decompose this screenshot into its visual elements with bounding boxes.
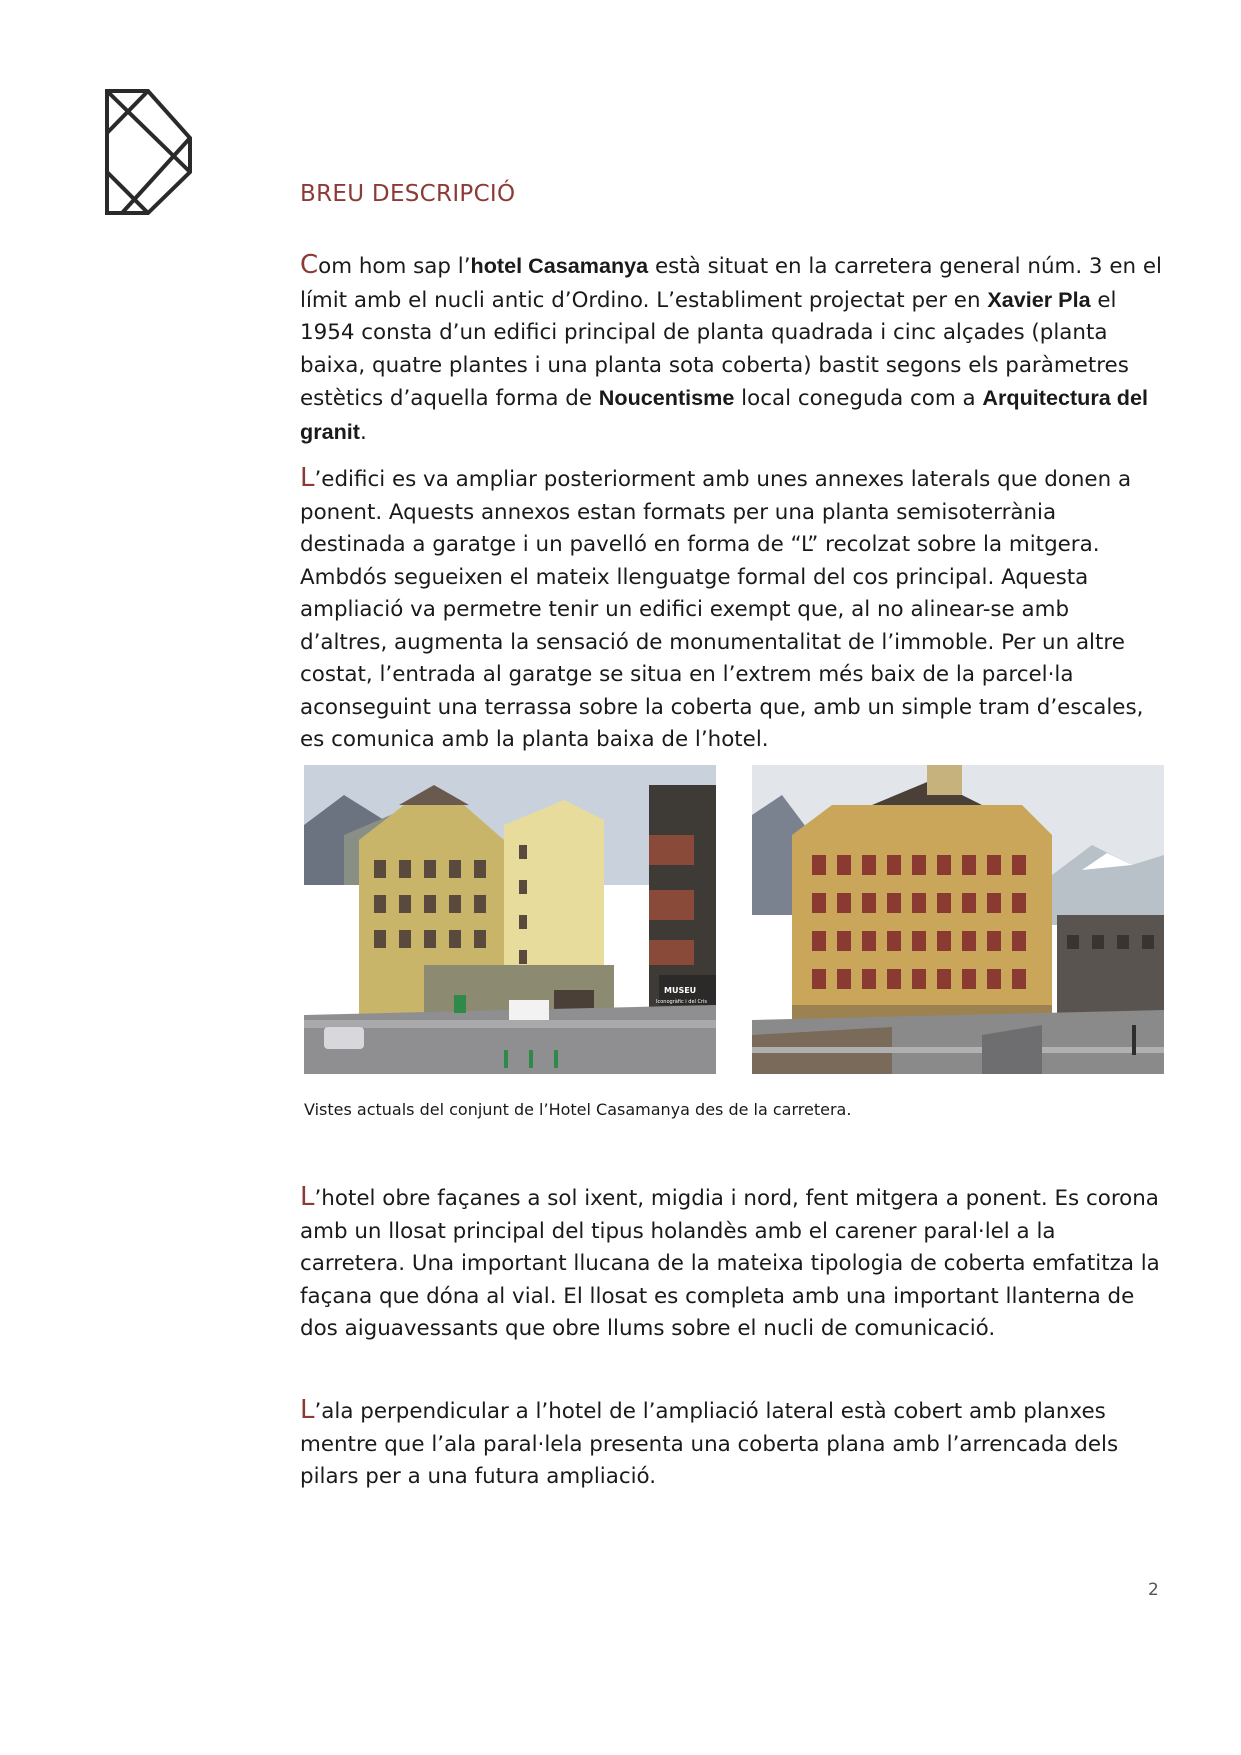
paragraph-intro — [300, 249, 1162, 449]
paragraph-text: local coneguda com a — [734, 386, 983, 411]
paragraph-text: està situat en la carretera general núm. 3 en el límit amb el nucli antic d’Ordino. L’establiment projectat per en — [300, 254, 1162, 313]
bold-term: Xavier Pla — [987, 286, 1091, 312]
page-number: 2 — [1148, 1580, 1159, 1600]
paragraph-text: ’ala perpendicular a l’hotel de l’ampliació lateral està cobert amb planxes mentre que l’ala paral·lela presenta una coberta plana amb l’arrencada dels pilars per a una futura ampliació. — [300, 1399, 1119, 1489]
drop-cap: L — [300, 1182, 315, 1212]
paragraph-wing — [300, 1394, 1162, 1494]
drop-cap: L — [300, 1395, 315, 1425]
drop-cap: L — [300, 463, 315, 493]
photo-hotel-street-view — [304, 765, 716, 1074]
paragraph-text: . — [359, 419, 367, 445]
museum-sign-sub: Iconogràfic i del Cris — [656, 999, 708, 1005]
photo-hotel-front-view — [752, 765, 1164, 1074]
logo-icon — [104, 88, 192, 216]
paragraph-extension — [300, 462, 1162, 757]
bold-term: Arquitectura del granit — [300, 385, 1148, 444]
paragraph-text: ’hotel obre façanes a sol ixent, migdia i nord, fent mitgera a ponent. Es corona amb un llosat principal del tipus holandès amb el carener paral·lel a la carretera. Una important llucana de la mateixa tipologia de coberta emfatitza la façana que dóna al vial. El llosat es completa amb una important llanterna de dos aiguavessants que obre llums sobre el nucli de comunicació. — [300, 1186, 1160, 1341]
bold-term: hotel Casamanya — [470, 253, 649, 278]
paragraph-text: el 1954 consta d’un edifici principal de planta quadrada i cinc alçades (planta baixa, quatre plantes i una planta sota coberta) bastit segons els paràmetres estètics d’aquella forma de — [300, 287, 1129, 411]
paragraph-facades — [300, 1181, 1162, 1346]
section-title: BREU DESCRIPCIÓ — [300, 181, 516, 207]
paragraph-text: om hom sap l’ — [318, 254, 471, 279]
paragraph-text: ’edifici es va ampliar posteriorment amb unes annexes laterals que donen a ponent. Aquests annexos estan formats per una planta semisoterrània destinada a garatge i un pavelló en forma de “L” recolzat sobre la mitgera. Ambdós segueixen el mateix llenguatge formal del cos principal. Aquesta ampliació va permetre tenir un edifici exempt que, al no alinear-se amb d’altres, augmenta la sensació de monumentalitat de l’immoble. Per un altre costat, l’entrada al garatge se situa en l’extrem més baix de la parcel·la aconseguint una terrassa sobre la coberta que, amb un simple tram d’escales, es comunica amb la planta baixa de l’hotel. — [300, 467, 1144, 752]
photo-caption: Vistes actuals del conjunt de l’Hotel Casamanya des de la carretera. — [304, 1100, 852, 1119]
bold-term: Noucentisme — [598, 385, 735, 410]
museum-sign: MUSEU — [664, 986, 697, 995]
drop-cap: C — [300, 250, 319, 280]
